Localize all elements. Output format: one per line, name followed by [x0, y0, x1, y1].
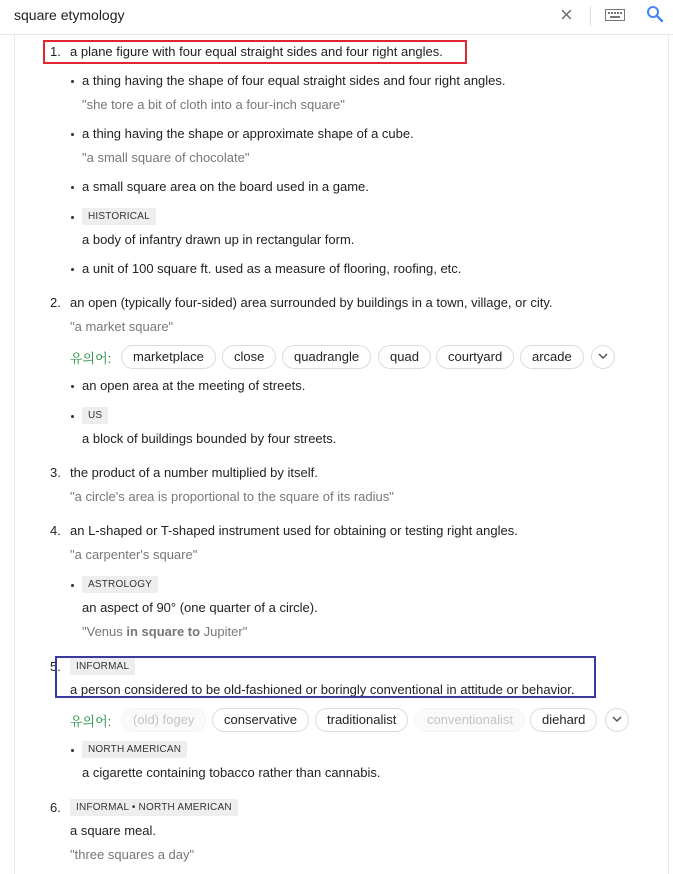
search-icon[interactable] — [646, 5, 664, 26]
divider — [590, 6, 591, 26]
example-text: "a small square of chocolate" — [82, 150, 250, 165]
sub-definition-text: a unit of 100 square ft. used as a measure of flooring, roofing, etc. — [82, 261, 462, 276]
synonym-chip[interactable]: quadrangle — [282, 345, 371, 369]
chevron-down-icon — [612, 716, 622, 723]
definition-number: 5. — [50, 659, 61, 674]
definition-text: an L-shaped or T-shaped instrument used for obtaining or testing right angles. — [70, 523, 518, 538]
bullet — [71, 385, 74, 388]
sub-definition-text: an open area at the meeting of streets. — [82, 378, 306, 393]
sub-definition-text: a body of infantry drawn up in rectangular form. — [82, 232, 355, 247]
synonym-chip[interactable]: marketplace — [121, 345, 216, 369]
search-bar — [0, 0, 673, 35]
example-text-part: Jupiter" — [200, 624, 248, 639]
chevron-down-icon — [598, 353, 608, 360]
definition-text: a person considered to be old-fashioned or boringly conventional in attitude or behavior. — [70, 682, 575, 697]
sub-definition-text: a thing having the shape or approximate shape of a cube. — [82, 126, 414, 141]
synonym-chip[interactable]: arcade — [520, 345, 584, 369]
usage-tag: INFORMAL — [70, 658, 135, 675]
definition-number: 3. — [50, 465, 61, 480]
synonym-chip[interactable]: conservative — [212, 708, 309, 732]
bullet — [71, 133, 74, 136]
synonym-chip[interactable]: quad — [378, 345, 431, 369]
synonym-chip[interactable]: courtyard — [436, 345, 514, 369]
highlight-box-red — [43, 40, 467, 64]
more-synonyms-button[interactable] — [605, 708, 629, 732]
definition-text: the product of a number multiplied by itself. — [70, 465, 318, 480]
more-synonyms-button[interactable] — [591, 345, 615, 369]
synonym-chip[interactable]: traditionalist — [315, 708, 408, 732]
example-text: "three squares a day" — [70, 847, 195, 862]
example-text: "she tore a bit of cloth into a four-inch square" — [82, 97, 345, 112]
definition-text: an open (typically four-sided) area surrounded by buildings in a town, village, or city. — [70, 295, 553, 310]
bullet — [71, 268, 74, 271]
definition-number: 6. — [50, 800, 61, 815]
sub-definition-text: an aspect of 90° (one quarter of a circle). — [82, 600, 318, 615]
bullet — [71, 749, 74, 752]
bullet — [71, 80, 74, 83]
search-input[interactable]: square etymology — [14, 7, 125, 23]
highlight-box-blue — [55, 656, 596, 698]
example-text: "a market square" — [70, 319, 174, 334]
usage-tag: HISTORICAL — [82, 208, 156, 225]
bullet — [71, 186, 74, 189]
keyboard-icon[interactable] — [605, 9, 625, 24]
synonym-chip[interactable]: (old) fogey — [121, 708, 206, 732]
synonyms-label: 유의어: — [70, 714, 112, 729]
definition-number: 4. — [50, 523, 61, 538]
usage-tag: US — [82, 407, 108, 424]
synonym-chip[interactable]: close — [222, 345, 276, 369]
sub-definition-text: a block of buildings bounded by four streets. — [82, 431, 337, 446]
definition-text: a plane figure with four equal straight sides and four right angles. — [70, 44, 443, 59]
example-emphasis: in square to — [126, 624, 201, 639]
example-text — [82, 624, 247, 639]
example-text-part: "Venus — [82, 624, 127, 639]
bullet — [71, 584, 74, 587]
definition-number: 2. — [50, 295, 61, 310]
sub-definition-text: a cigarette containing tobacco rather than cannabis. — [82, 765, 381, 780]
sub-definition-text: a small square area on the board used in a game. — [82, 179, 369, 194]
definition-text: a square meal. — [70, 823, 156, 838]
bullet — [71, 216, 74, 219]
sub-definition-text: a thing having the shape of four equal straight sides and four right angles. — [82, 73, 506, 88]
synonyms-label: 유의어: — [70, 351, 112, 366]
example-text: "a circle's area is proportional to the square of its radius" — [70, 489, 394, 504]
usage-tag: NORTH AMERICAN — [82, 741, 187, 758]
synonym-chip[interactable]: conventionalist — [415, 708, 525, 732]
example-text: "a carpenter's square" — [70, 547, 198, 562]
synonym-chip[interactable]: diehard — [530, 708, 597, 732]
definition-number: 1. — [50, 44, 61, 59]
usage-tag: ASTROLOGY — [82, 576, 158, 593]
bullet — [71, 415, 74, 418]
usage-tag: INFORMAL • NORTH AMERICAN — [70, 799, 238, 816]
close-icon[interactable]: × — [560, 2, 573, 27]
